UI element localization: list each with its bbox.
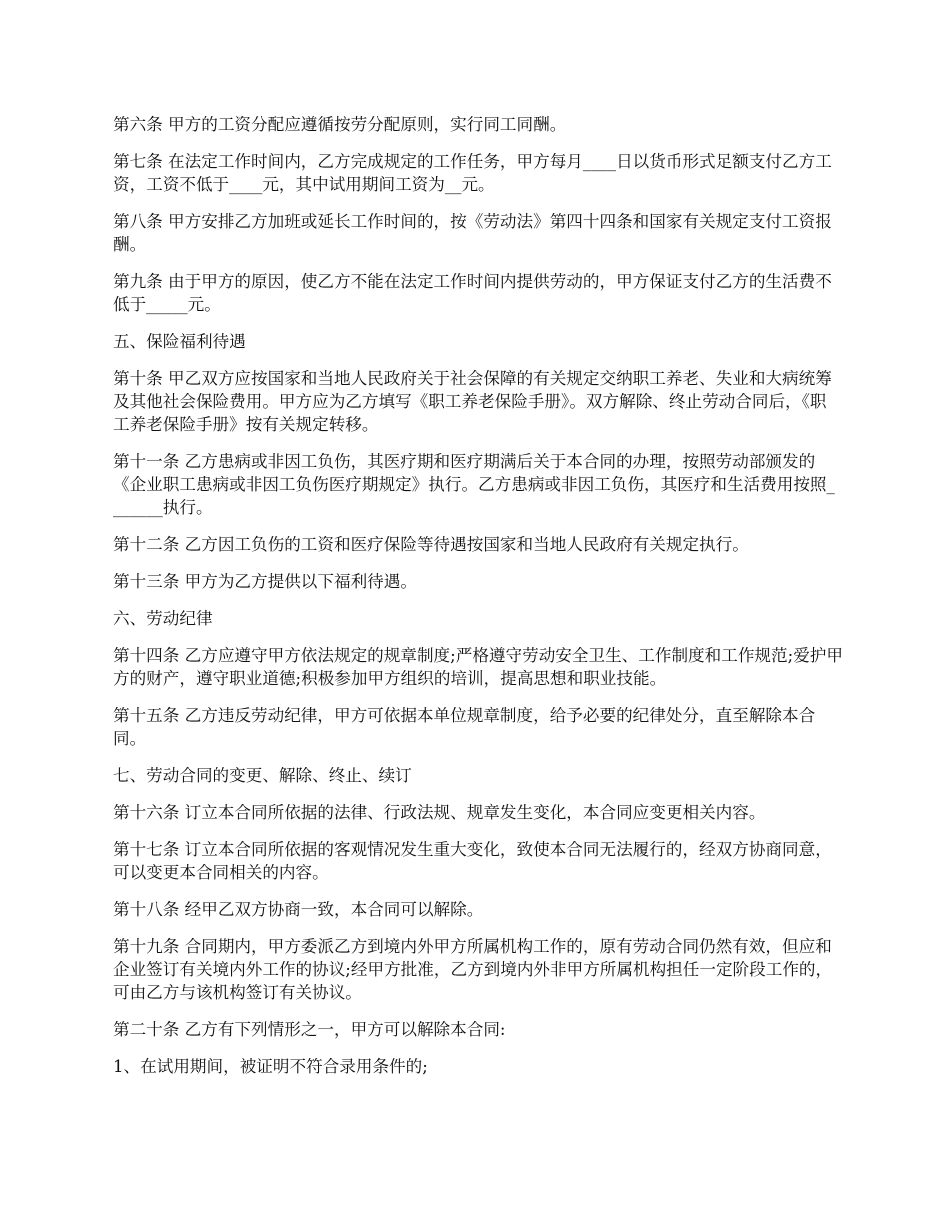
- article-8: 第八条 甲方安排乙方加班或延长工作时间的，按《劳动法》第四十四条和国家有关规定支付工资报酬。: [113, 212, 832, 254]
- article-20: 第二十条 乙方有下列情形之一，甲方可以解除本合同:: [113, 1020, 506, 1039]
- article-7: 第七条 在法定工作时间内，乙方完成规定的工作任务，甲方每月____日以货币形式足额支付乙方工资，工资不低于____元，其中试用期间工资为__元。: [113, 152, 832, 194]
- article-11: 第十一条 乙方患病或非因工负伤，其医疗期和医疗期满后关于本合同的办理，按照劳动部颁发的《企业职工患病或非因工负伤医疗期规定》执行。乙方患病或非因工负伤，其医疗和生活费用按照_______执行。: [113, 452, 835, 517]
- article-6: 第六条 甲方的工资分配应遵循按劳分配原则，实行同工同酬。: [113, 115, 567, 134]
- article-18: 第十八条 经甲乙双方协商一致，本合同可以解除。: [113, 900, 484, 919]
- section-heading-contract-changes: 七、劳动合同的变更、解除、终止、续订: [113, 766, 412, 785]
- section-heading-discipline: 六、劳动纪律: [113, 609, 213, 628]
- article-10: 第十条 甲乙双方应按国家和当地人民政府关于社会保障的有关规定交纳职工养老、失业和大病统筹及其他社会保险费用。甲方应为乙方填写《职工养老保险手册》。双方解除、终止劳动合同后，《职工养老保险手册》按有关规定转移。: [113, 369, 832, 434]
- article-16: 第十六条 订立本合同所依据的法律、行政法规、规章发生变化，本合同应变更相关内容。: [113, 803, 766, 822]
- article-19: 第十九条 合同期内，甲方委派乙方到境内外甲方所属机构工作的，原有劳动合同仍然有效，但应和企业签订有关境内外工作的协议;经甲方批准，乙方到境内外非甲方所属机构担任一定阶段工作的，可由乙方与该机构签订有关协议。: [113, 937, 833, 1002]
- article-12: 第十二条 乙方因工负伤的工资和医疗保险等待遇按国家和当地人民政府有关规定执行。: [113, 535, 749, 554]
- article-20-item-1: 1、在试用期间，被证明不符合录用条件的;: [113, 1057, 428, 1076]
- article-9: 第九条 由于甲方的原因，使乙方不能在法定工作时间内提供劳动的，甲方保证支付乙方的生活费不低于_____元。: [113, 272, 832, 314]
- section-heading-insurance: 五、保险福利待遇: [113, 332, 246, 351]
- article-17: 第十七条 订立本合同所依据的客观情况发生重大变化，致使本合同无法履行的，经双方协商同意，可以变更本合同相关的内容。: [113, 840, 832, 882]
- article-14: 第十四条 乙方应遵守甲方依法规定的规章制度;严格遵守劳动安全卫生、工作制度和工作规范;爱护甲方的财产，遵守职业道德;积极参加甲方组织的培训，提高思想和职业技能。: [113, 646, 843, 688]
- article-13: 第十三条 甲方为乙方提供以下福利待遇。: [113, 572, 417, 591]
- article-15: 第十五条 乙方违反劳动纪律，甲方可依据本单位规章制度，给予必要的纪律处分，直至解除本合同。: [113, 706, 816, 748]
- document-body: [113, 113, 843, 1092]
